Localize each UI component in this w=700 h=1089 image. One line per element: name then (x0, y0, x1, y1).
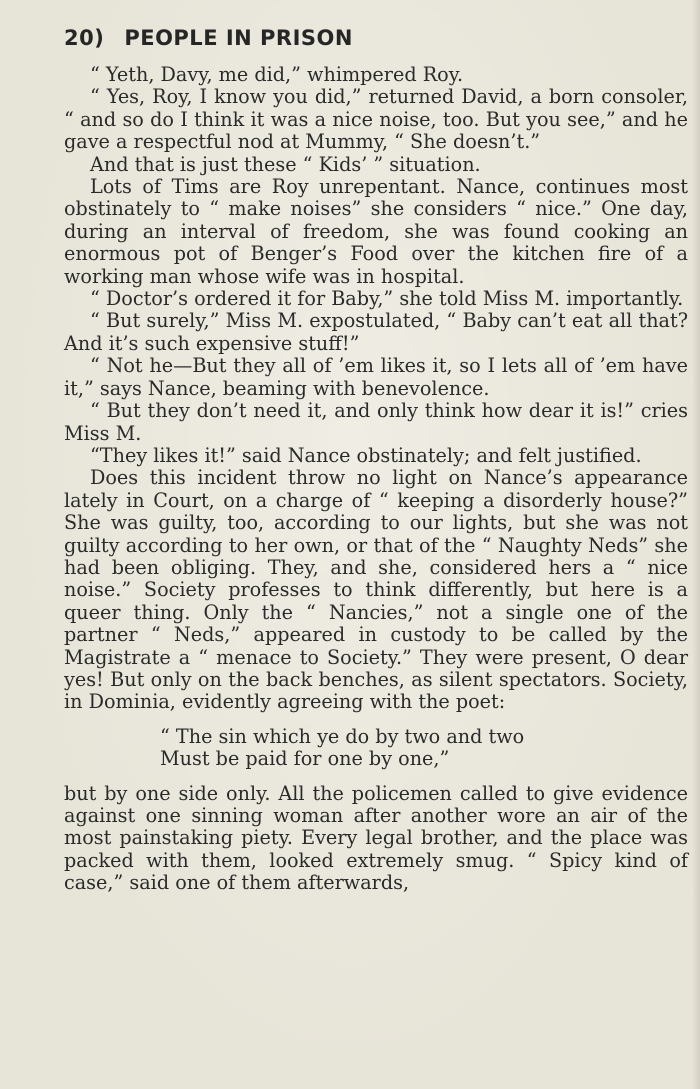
paragraph: “They likes it!” said Nance obstinately; and felt justified. (90, 443, 642, 467)
body-text (64, 64, 688, 895)
paragraph: “ Yes, Roy, I know you did,” returned David, a born consoler, “ and so do I think it was a nice noise, too. But you see,” and he gave a respectful nod at Mummy, “ She doesn’t.” (64, 85, 688, 154)
paragraph: Lots of Tims are Roy unrepentant. Nance, continues most obstinately to “ make noises” she considers “ nice.” One day, during an interval of freedom, she was found cooking an enormous pot of Benger’s Food over the kitchen fire of a working man whose wife was in hospital. (64, 175, 688, 288)
paragraph: Does this incident throw no light on Nance’s appearance lately in Court, on a charge of “ keeping a disorderly house?” She was guilty, too, according to our lights, but she was not guilty according to her own, or that of the “ Naughty Neds” she had been obliging. They, and she, considered hers a “ nice noise.” Society professes to think differently, but here is a queer thing. Only the “ Nancies,” not a single one of the partner “ Neds,” appeared in custody to be called by the Magistrate a “ menace to Society.” They were present, O dear yes! But only on the back benches, as silent spectators. Society, in Dominia, evidently agreeing with the poet: (64, 466, 688, 714)
verse-line: Must be paid for one by one,” (160, 747, 450, 771)
page-edge-shadow (692, 0, 700, 1089)
paragraph: And that is just these “ Kids’ ” situation. (90, 152, 481, 176)
paragraph: “ But they don’t need it, and only think how dear it is!” cries Miss M. (64, 399, 688, 445)
paragraph: but by one side only. All the policemen called to give evidence against one sinning woman after another wore an air of the most painstaking piety. Every legal brother, and the place was packed with them, looked extremely smug. “ Spicy kind of case,” said one of them afterwards, (64, 781, 688, 895)
paragraph: “ Not he—But they all of ’em likes it, so I lets all of ’em have it,” says Nance, beaming with benevolence. (64, 354, 688, 400)
verse-quotation (160, 726, 688, 771)
verse-line: “ The sin which ye do by two and two (160, 724, 525, 748)
page-header (64, 26, 353, 50)
running-title: PEOPLE IN PRISON (124, 26, 353, 50)
paragraph: “ Yeth, Davy, me did,” whimpered Roy. (90, 63, 464, 86)
page-number: 20) (64, 26, 105, 50)
paragraph: “ Doctor’s ordered it for Baby,” she told Miss M. importantly. (90, 287, 684, 311)
paragraph: “ But surely,” Miss M. expostulated, “ Baby can’t eat all that? And it’s such expensive stuff!” (64, 309, 688, 355)
